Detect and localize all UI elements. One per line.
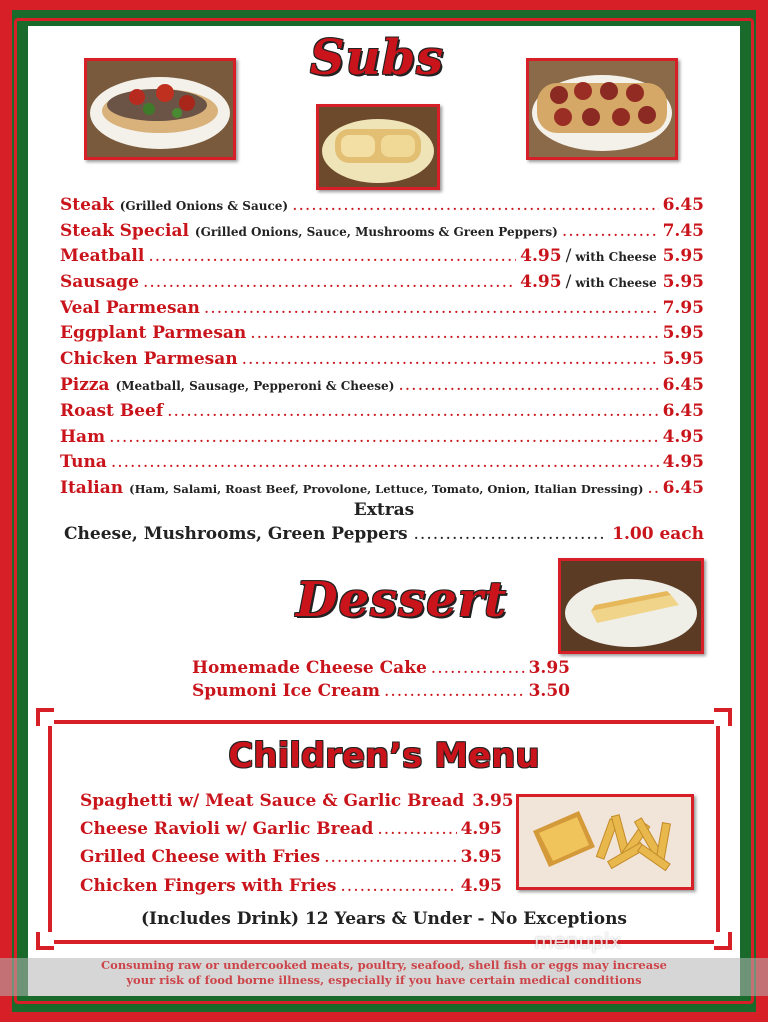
item-name: Italian — [60, 478, 124, 498]
kids-item-ravioli — [80, 819, 502, 845]
box-corner — [36, 708, 54, 726]
box-corner — [36, 932, 54, 950]
item-price: 6.45 — [662, 401, 704, 421]
item-price-plain: 4.95 — [520, 246, 562, 266]
dessert-title: Dessert — [296, 572, 508, 628]
box-corner — [714, 932, 732, 950]
item-name: Homemade Cheese Cake — [192, 658, 427, 678]
menu-item-ham — [60, 427, 704, 452]
childrens-menu-title: Children’s Menu — [228, 736, 540, 776]
item-price: 5.95 — [662, 349, 704, 369]
item-name: Meatball — [60, 246, 145, 266]
item-name: Veal Parmesan — [60, 298, 200, 318]
dessert-item-cheese-cake — [192, 658, 570, 682]
menu-item-steak-special — [60, 221, 704, 246]
subs-title: Subs — [310, 30, 445, 86]
item-price-plain: 4.95 — [520, 272, 562, 292]
extras-heading: Extras — [353, 500, 415, 520]
item-name: Steak — [60, 195, 114, 215]
extras-price: 1.00 each — [612, 524, 704, 544]
menu-item-meatball — [60, 246, 704, 271]
sausage-sub-image — [529, 61, 675, 157]
kids-item-spaghetti — [80, 791, 514, 817]
dessert-item-spumoni — [192, 681, 570, 705]
food-safety-disclaimer — [0, 958, 768, 988]
item-description: (Grilled Onions & Sauce) — [119, 199, 289, 213]
item-price: 6.45 — [662, 375, 704, 395]
item-description: (Meatball, Sausage, Pepperoni & Cheese) — [115, 379, 395, 393]
item-name: Spumoni Ice Cream — [192, 681, 380, 701]
item-price: 4.95 — [662, 452, 704, 472]
menu-item-sausage — [60, 272, 704, 297]
menu-item-tuna — [60, 452, 704, 477]
item-name: Grilled Cheese with Fries — [80, 847, 321, 867]
kids-item-chicken-fingers — [80, 876, 502, 902]
menu-item-roast-beef — [60, 401, 704, 426]
item-price: 7.95 — [662, 298, 704, 318]
price-separator: / — [565, 272, 572, 292]
steak-sub-photo — [84, 58, 236, 160]
item-price: 4.95 — [460, 819, 502, 839]
item-price: 6.45 — [662, 478, 704, 498]
item-name: Spaghetti w/ Meat Sauce & Garlic Bread — [80, 791, 465, 811]
grilled-cheese-fries-photo — [516, 794, 694, 890]
item-name: Sausage — [60, 272, 139, 292]
item-name: Chicken Fingers with Fries — [80, 876, 337, 896]
item-name: Ham — [60, 427, 106, 447]
item-price: 5.95 — [662, 246, 704, 266]
grilled-cheese-fries-image — [519, 797, 691, 887]
disclaimer-line-2: your risk of food borne illness, especially if you have certain medical conditions — [126, 973, 642, 987]
item-description: (Ham, Salami, Roast Beef, Provolone, Lettuce, Tomato, Onion, Italian Dressing) — [129, 482, 644, 496]
item-name: Roast Beef — [60, 401, 164, 421]
box-corner — [714, 708, 732, 726]
steak-sub-image — [87, 61, 233, 157]
with-cheese-label: with Cheese — [575, 250, 657, 264]
menu-item-veal-parmesan — [60, 298, 704, 323]
with-cheese-label: with Cheese — [575, 276, 657, 290]
sausage-sub-photo — [526, 58, 678, 160]
disclaimer-line-1: Consuming raw or undercooked meats, poultry, seafood, shell fish or eggs may increase — [101, 958, 667, 972]
item-name: Cheese Ravioli w/ Garlic Bread — [80, 819, 374, 839]
item-price: 3.95 — [460, 847, 502, 867]
item-price: 6.45 — [662, 195, 704, 215]
item-price: 3.95 — [528, 658, 570, 678]
item-price: 7.45 — [662, 221, 704, 241]
menu-item-chicken-parmesan — [60, 349, 704, 374]
childrens-menu-note: (Includes Drink) 12 Years & Under - No Exceptions — [140, 909, 627, 929]
menu-item-pizza — [60, 375, 704, 400]
chicken-sub-image — [319, 107, 437, 187]
menu-item-steak — [60, 195, 704, 220]
chicken-sub-photo — [316, 104, 440, 190]
item-name: Tuna — [60, 452, 107, 472]
item-price: 5.95 — [662, 323, 704, 343]
watermark: menupix — [534, 929, 622, 953]
item-name: Eggplant Parmesan — [60, 323, 247, 343]
item-price: 4.95 — [662, 427, 704, 447]
price-separator: / — [565, 246, 572, 266]
cheesecake-photo — [558, 558, 704, 654]
item-name: Pizza — [60, 375, 110, 395]
item-price: 3.50 — [528, 681, 570, 701]
extras-row — [64, 524, 704, 548]
item-description: (Grilled Onions, Sauce, Mushrooms & Green Peppers) — [194, 225, 558, 239]
menu-item-eggplant-parmesan — [60, 323, 704, 348]
extras-items: Cheese, Mushrooms, Green Peppers — [64, 524, 408, 544]
item-name: Chicken Parmesan — [60, 349, 238, 369]
kids-item-grilled-cheese — [80, 847, 502, 873]
item-price: 3.95 — [472, 791, 514, 811]
item-name: Steak Special — [60, 221, 189, 241]
cheesecake-image — [561, 561, 701, 651]
item-price: 5.95 — [662, 272, 704, 292]
item-price: 4.95 — [460, 876, 502, 896]
